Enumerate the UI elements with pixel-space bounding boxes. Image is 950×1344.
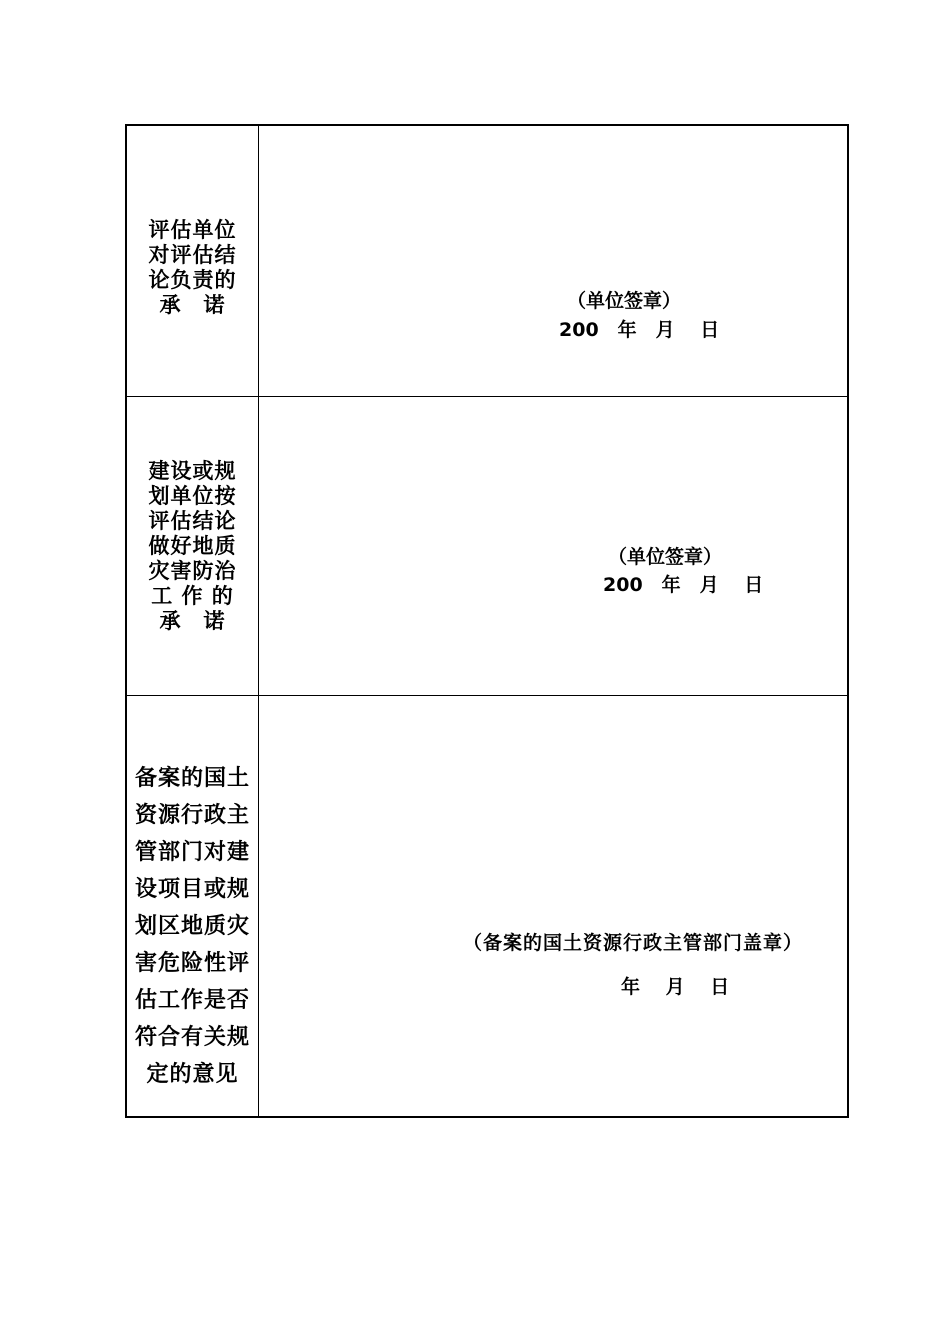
row-content-cell — [259, 696, 847, 1118]
row-label-cell — [127, 696, 259, 1118]
label-line: 灾害防治 — [148, 559, 237, 583]
row-label-cell — [127, 397, 259, 695]
table-row-construction-commitment — [127, 397, 847, 696]
row-content-cell — [259, 126, 847, 396]
label-line: 评估单位 — [148, 218, 237, 242]
department-seal-label: （备案的国土资源行政主管部门盖章） — [463, 932, 804, 954]
date-line: 200 年 月 日 — [603, 574, 764, 596]
row-label — [127, 459, 258, 634]
label-line: 备案的国土 — [134, 766, 250, 791]
filing-form-table — [125, 124, 849, 1118]
label-line: 定的意见 — [146, 1062, 239, 1087]
label-line: 管部门对建 — [134, 840, 250, 865]
signature-stamp-label: （单位签章） — [608, 546, 723, 568]
table-row-filing-opinion — [127, 696, 847, 1118]
row-label — [127, 218, 258, 318]
label-line: 评估结论 — [148, 509, 237, 533]
label-line: 划区地质灾 — [134, 914, 250, 939]
label-line: 工 作 的 — [151, 584, 234, 608]
label-line: 做好地质 — [148, 534, 237, 558]
label-line: 设项目或规 — [134, 877, 250, 902]
row-label-cell — [127, 126, 259, 396]
date-line: 200 年 月 日 — [559, 319, 720, 341]
date-line: 年 月 日 — [621, 976, 730, 998]
row-content-cell — [259, 397, 847, 695]
label-line: 论负责的 — [148, 268, 237, 292]
label-line: 对评估结 — [148, 243, 237, 267]
label-line: 划单位按 — [148, 484, 237, 508]
label-line: 害危险性评 — [134, 951, 250, 976]
signature-stamp-label: （单位签章） — [567, 290, 682, 312]
row-label — [127, 760, 258, 1093]
label-line: 承 诺 — [159, 293, 226, 317]
label-line: 承 诺 — [159, 609, 226, 633]
label-line: 资源行政主 — [134, 803, 250, 828]
label-line: 符合有关规 — [134, 1025, 250, 1050]
table-row-assessment-commitment — [127, 126, 847, 397]
label-line: 估工作是否 — [134, 988, 250, 1013]
label-line: 建设或规 — [148, 459, 237, 483]
